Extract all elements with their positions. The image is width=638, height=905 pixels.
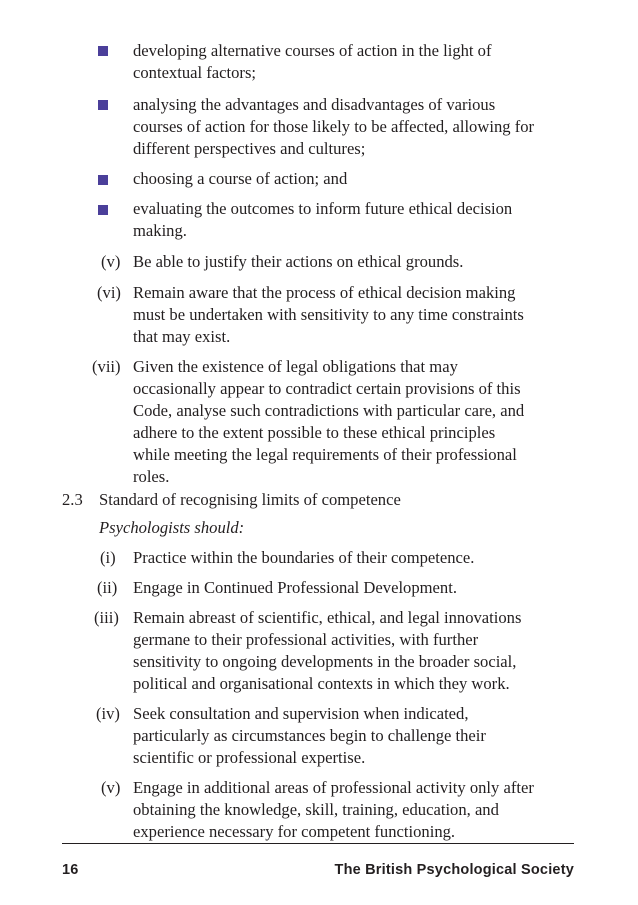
item-line: occasionally appear to contradict certain provisions of this	[133, 379, 521, 398]
list-item-line: analysing the advantages and disadvantages of various	[133, 95, 496, 114]
item-line: while meeting the legal requirements of their professional	[133, 445, 517, 464]
list-item-line: different perspectives and cultures;	[133, 139, 366, 158]
item-line: that may exist.	[133, 327, 231, 346]
item-number: (vi)	[97, 283, 121, 302]
list-item-line: choosing a course of action; and	[133, 169, 348, 188]
item-line: must be undertaken with sensitivity to any time constraints	[133, 305, 524, 324]
item-number: (v)	[101, 778, 121, 797]
item-line: adhere to the extent possible to these ethical principles	[133, 423, 496, 442]
item-number: (ii)	[97, 578, 118, 597]
footer-rule	[62, 843, 574, 844]
item-line: Be able to justify their actions on ethical grounds.	[133, 252, 464, 271]
section-title: Standard of recognising limits of competence	[99, 490, 401, 509]
square-bullet-icon	[98, 175, 108, 185]
item-number: (vii)	[92, 357, 121, 376]
item-line: particularly as circumstances begin to challenge their	[133, 726, 486, 745]
square-bullet-icon	[98, 205, 108, 215]
item-line: sensitivity to ongoing developments in the broader social,	[133, 652, 517, 671]
list-item-line: making.	[133, 221, 187, 240]
square-bullet-icon	[98, 100, 108, 110]
item-line: scientific or professional expertise.	[133, 748, 366, 767]
square-bullet-icon	[98, 46, 108, 56]
item-line: Engage in additional areas of professional activity only after	[133, 778, 534, 797]
item-line: Practice within the boundaries of their competence.	[133, 548, 475, 567]
item-line: Seek consultation and supervision when indicated,	[133, 704, 469, 723]
list-item-line: evaluating the outcomes to inform future ethical decision	[133, 199, 513, 218]
item-line: Given the existence of legal obligations that may	[133, 357, 458, 376]
item-line: obtaining the knowledge, skill, training, education, and	[133, 800, 499, 819]
item-line: roles.	[133, 467, 170, 486]
list-item-line: courses of action for those likely to be affected, allowing for	[133, 117, 535, 136]
item-number: (iii)	[94, 608, 119, 627]
list-item-line: contextual factors;	[133, 63, 257, 82]
list-item-line: developing alternative courses of action in the light of	[133, 41, 492, 60]
item-number: (iv)	[96, 704, 120, 723]
section-intro: Psychologists should:	[99, 518, 245, 537]
section-number: 2.3	[62, 490, 83, 509]
item-number: (v)	[101, 252, 121, 271]
item-line: Engage in Continued Professional Development.	[133, 578, 457, 597]
item-line: Code, analyse such contradictions with particular care, and	[133, 401, 525, 420]
item-line: political and organisational contexts in which they work.	[133, 674, 510, 693]
item-line: experience necessary for competent functioning.	[133, 822, 456, 841]
item-number: (i)	[100, 548, 116, 567]
item-line: Remain abreast of scientific, ethical, and legal innovations	[133, 608, 522, 627]
page-number: 16	[62, 862, 79, 878]
footer-publisher: The British Psychological Society	[334, 862, 574, 878]
item-line: Remain aware that the process of ethical decision making	[133, 283, 516, 302]
item-line: germane to their professional activities, with further	[133, 630, 479, 649]
